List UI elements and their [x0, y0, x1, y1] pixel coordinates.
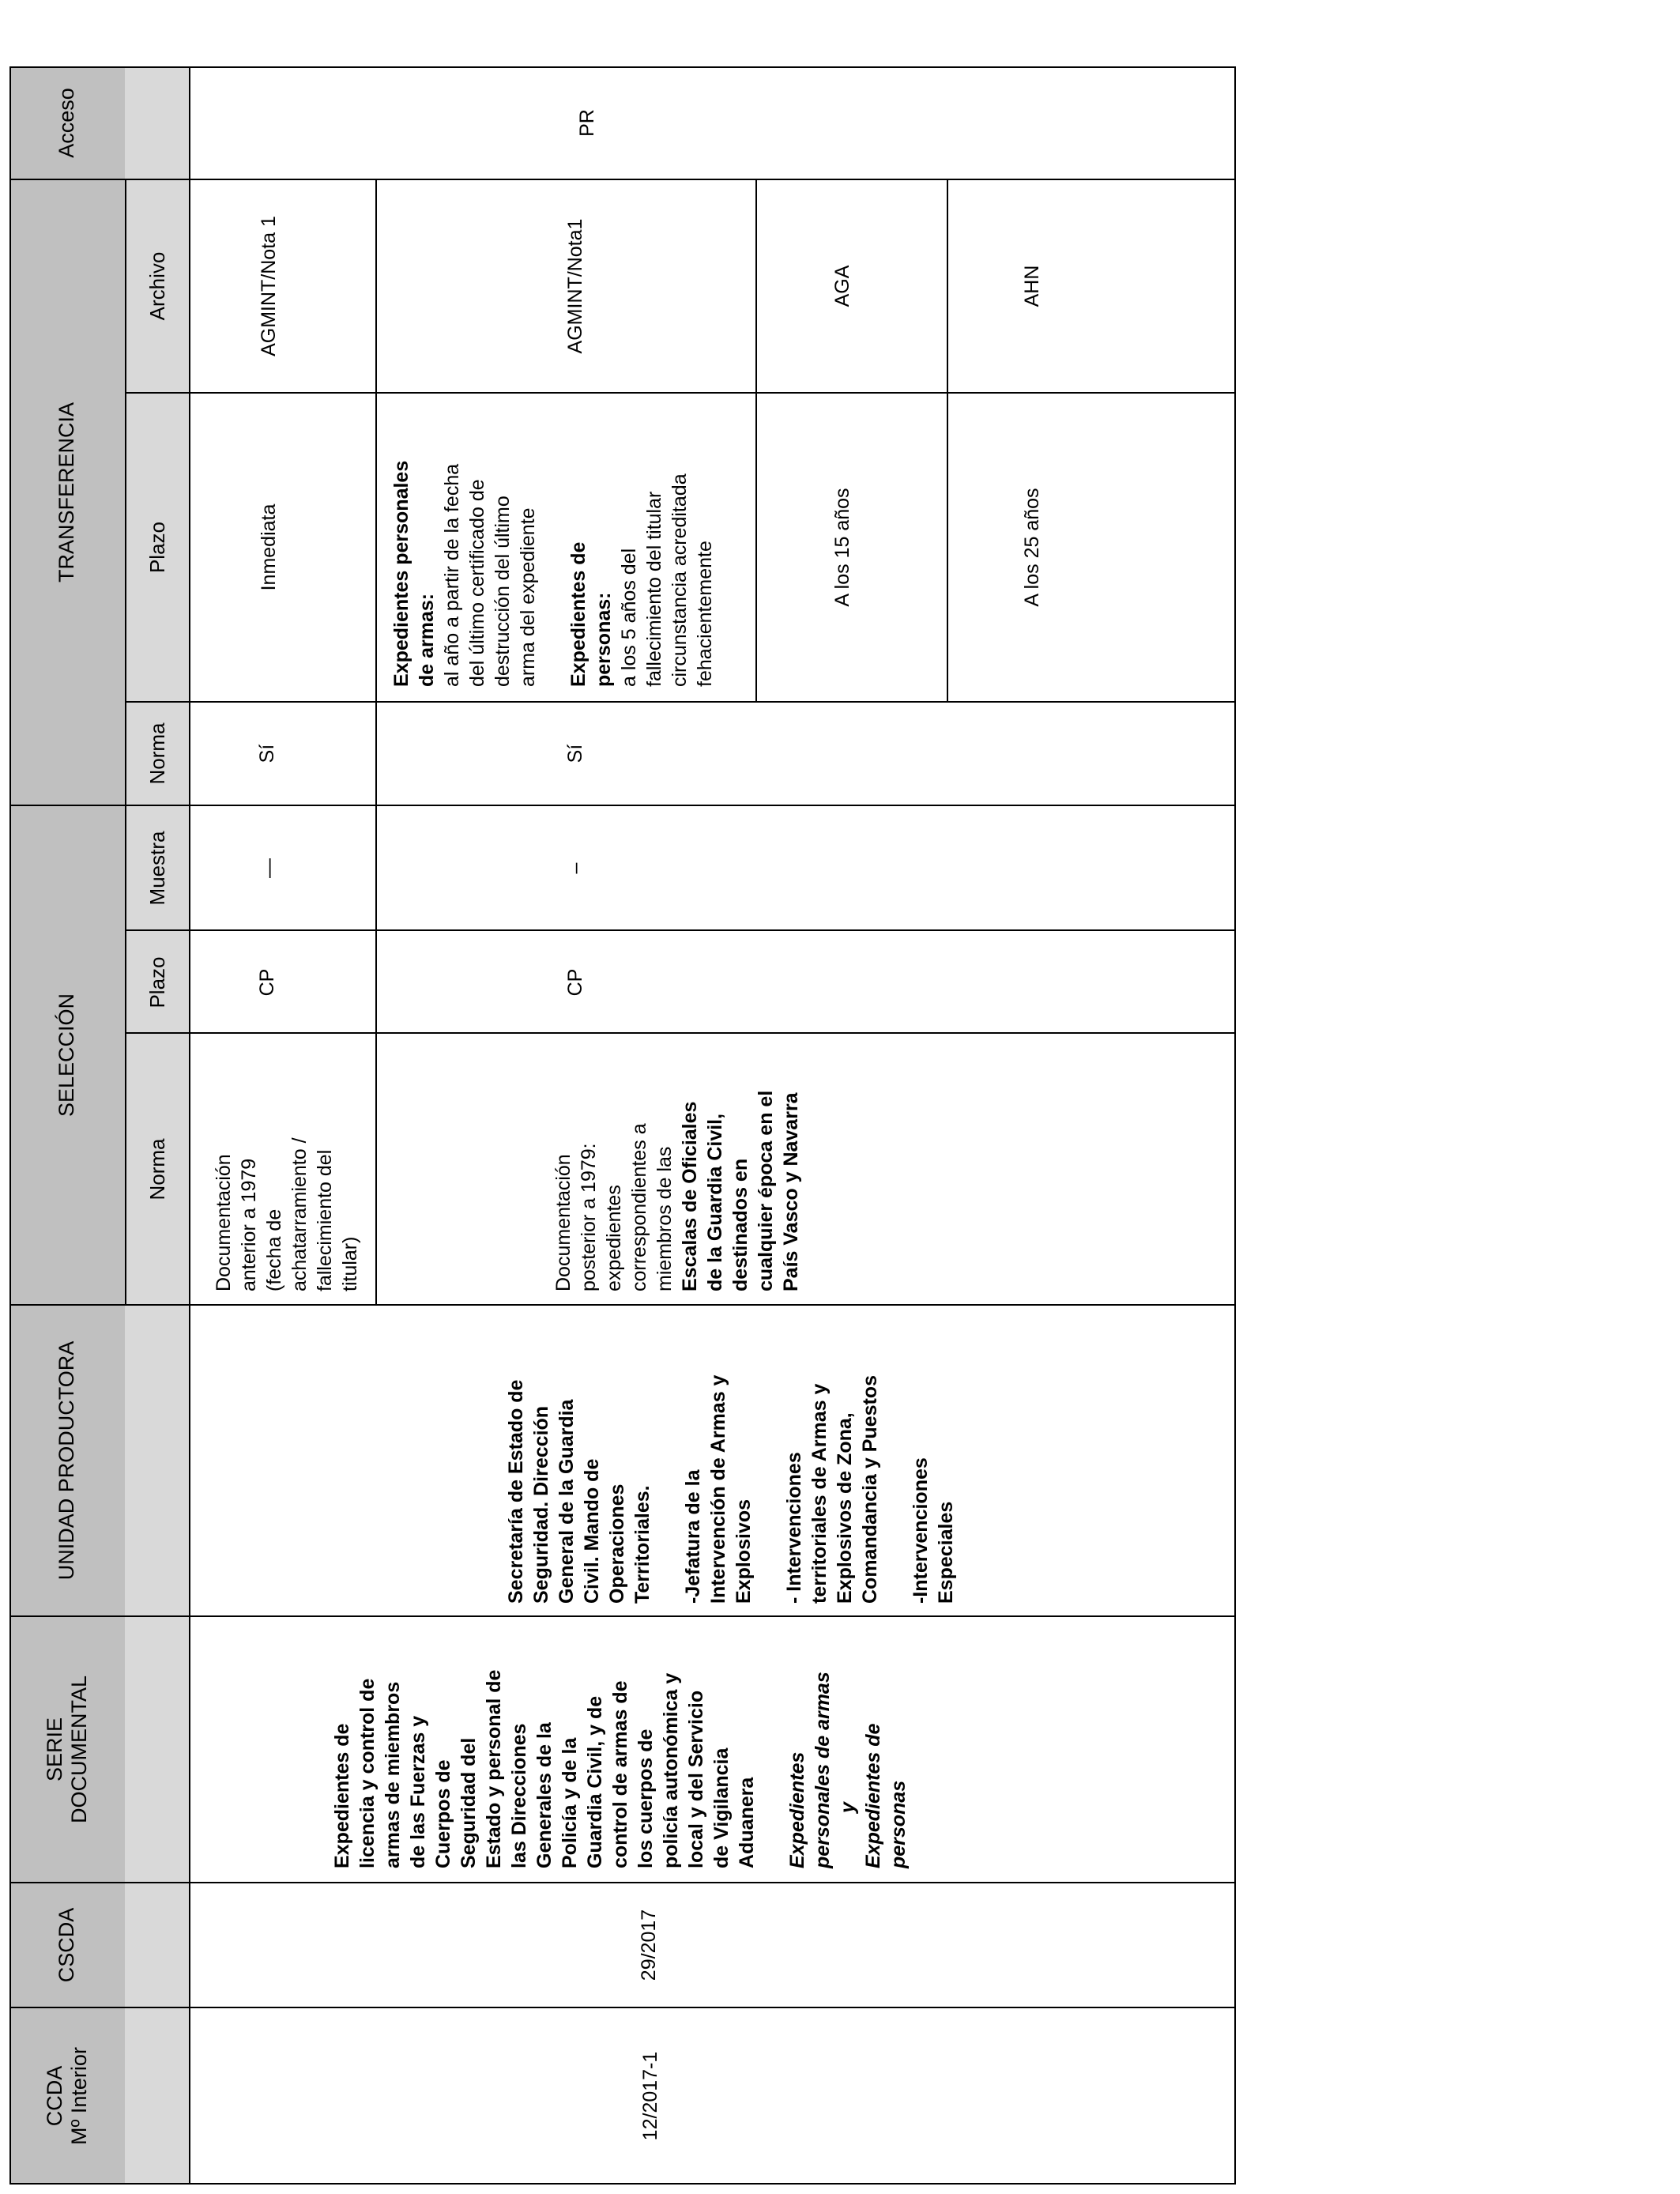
header-cscda: CSCDA: [9, 1883, 125, 2007]
tr4-archivo: AHN: [1021, 265, 1043, 307]
subheader-unidad: [125, 1305, 190, 1616]
header-rule: [125, 179, 126, 1305]
col-sep-2: [9, 1882, 1236, 1883]
serie-title: Expedientes de licencia y control de armas de miembros de las Fuerzas y Cuerpos de Seguridad del Estado y personal de las Direcciones Generales de la Policía y de la Guardia Civil, y de control de armas de los cuerpos de policía autonómica y local y del Servicio de Vigilancia Aduanera Expedientes personales de armas y Expedientes de personas: [331, 1669, 910, 1868]
border-left: [9, 2183, 1236, 2185]
cscda-code: 29/2017: [638, 1909, 660, 1981]
subheader-sel-plazo: Plazo: [125, 931, 190, 1034]
header-ccda: CCDA Mº Interior: [9, 2007, 125, 2185]
tr2-archivo: AGMINT/Nota1: [564, 218, 586, 354]
subheader-acceso: [125, 66, 190, 179]
subheader-sel-muestra: Muestra: [125, 805, 190, 931]
border-right: [9, 66, 1236, 68]
subheader-rule: [189, 66, 190, 2185]
col-sep-7: [9, 805, 1236, 806]
tr2-plazo: Expedientes personales de armas: al año a partir de la fecha del último certificado de destrucción del último arma del expediente Expedientes de personas: a los 5 años del fallecimiento del titular circunstancia acreditada fehacientemente: [390, 460, 716, 687]
subheader-ccda: [125, 2007, 190, 2185]
subheader-tr-plazo: Plazo: [125, 393, 190, 702]
row-sep-tr3: [947, 179, 948, 702]
header-serie: SERIE DOCUMENTAL: [9, 1616, 125, 1883]
subheader-serie: [125, 1616, 190, 1883]
subheader-cscda: [125, 1883, 190, 2007]
subheader-tr-archivo: Archivo: [125, 179, 190, 393]
sel2-plazo: CP: [564, 968, 586, 997]
tr1-archivo: AGMINT/Nota 1: [258, 216, 280, 356]
col-sep-6: [125, 929, 1236, 931]
header-transferencia: TRANSFERENCIA: [9, 179, 125, 805]
col-sep-10: [9, 179, 1236, 180]
header-unidad: UNIDAD PRODUCTORA: [9, 1305, 125, 1616]
row-sep-sel: [375, 179, 377, 1305]
tr3-plazo: A los 15 años: [831, 488, 853, 607]
subheader-tr-norma: Norma: [125, 702, 190, 805]
border-bottom: [1234, 66, 1236, 2185]
col-sep-4: [9, 1304, 1236, 1306]
subheader-sel-norma: Norma: [125, 1034, 190, 1305]
unidad-productora: Secretaría de Estado de Seguridad. Dirección General de la Guardia Civil. Mando de Operaciones Territoriales. -Jefatura de la Intervención de Armas y Explosivos - Intervenciones territoriales de Armas y Explosivos de Zona, Comandancia y Puestos -Intervenciones Especiales: [505, 1374, 957, 1604]
acceso-value: PR: [576, 109, 598, 137]
tr1-norma: Sí: [256, 744, 278, 763]
sel1-plazo: CP: [256, 968, 278, 997]
sel1-muestra: —: [258, 858, 280, 878]
tr3-archivo: AGA: [831, 265, 853, 307]
col-sep-8: [125, 701, 1236, 703]
tr1-plazo: Inmediata: [258, 503, 280, 591]
row-sep-tr2: [755, 179, 757, 702]
classification-table: [9, 66, 1236, 2185]
header-acceso: Acceso: [9, 66, 125, 179]
sel2-muestra: –: [564, 862, 586, 874]
col-sep-1: [9, 2007, 1236, 2008]
col-sep-3: [9, 1615, 1236, 1617]
sel1-norma: Documentación anterior a 1979 (fecha de achatarramiento / fallecimiento del titular): [213, 1137, 361, 1291]
header-seleccion: SELECCIÓN: [9, 805, 125, 1305]
col-sep-5: [125, 1032, 1236, 1034]
ccda-code: 12/2017-1: [639, 2051, 661, 2141]
tr4-plazo: A los 25 años: [1021, 488, 1043, 607]
border-top: [9, 66, 11, 2185]
sel2-norma: Documentación posterior a 1979: expedientes correspondientes a miembros de las Escalas de Oficiales de la Guardia Civil, destinados en cualquier época en el País Vasco y Navarra: [552, 1090, 802, 1291]
tr2-norma: Sí: [564, 744, 586, 763]
col-sep-9: [125, 392, 1236, 394]
